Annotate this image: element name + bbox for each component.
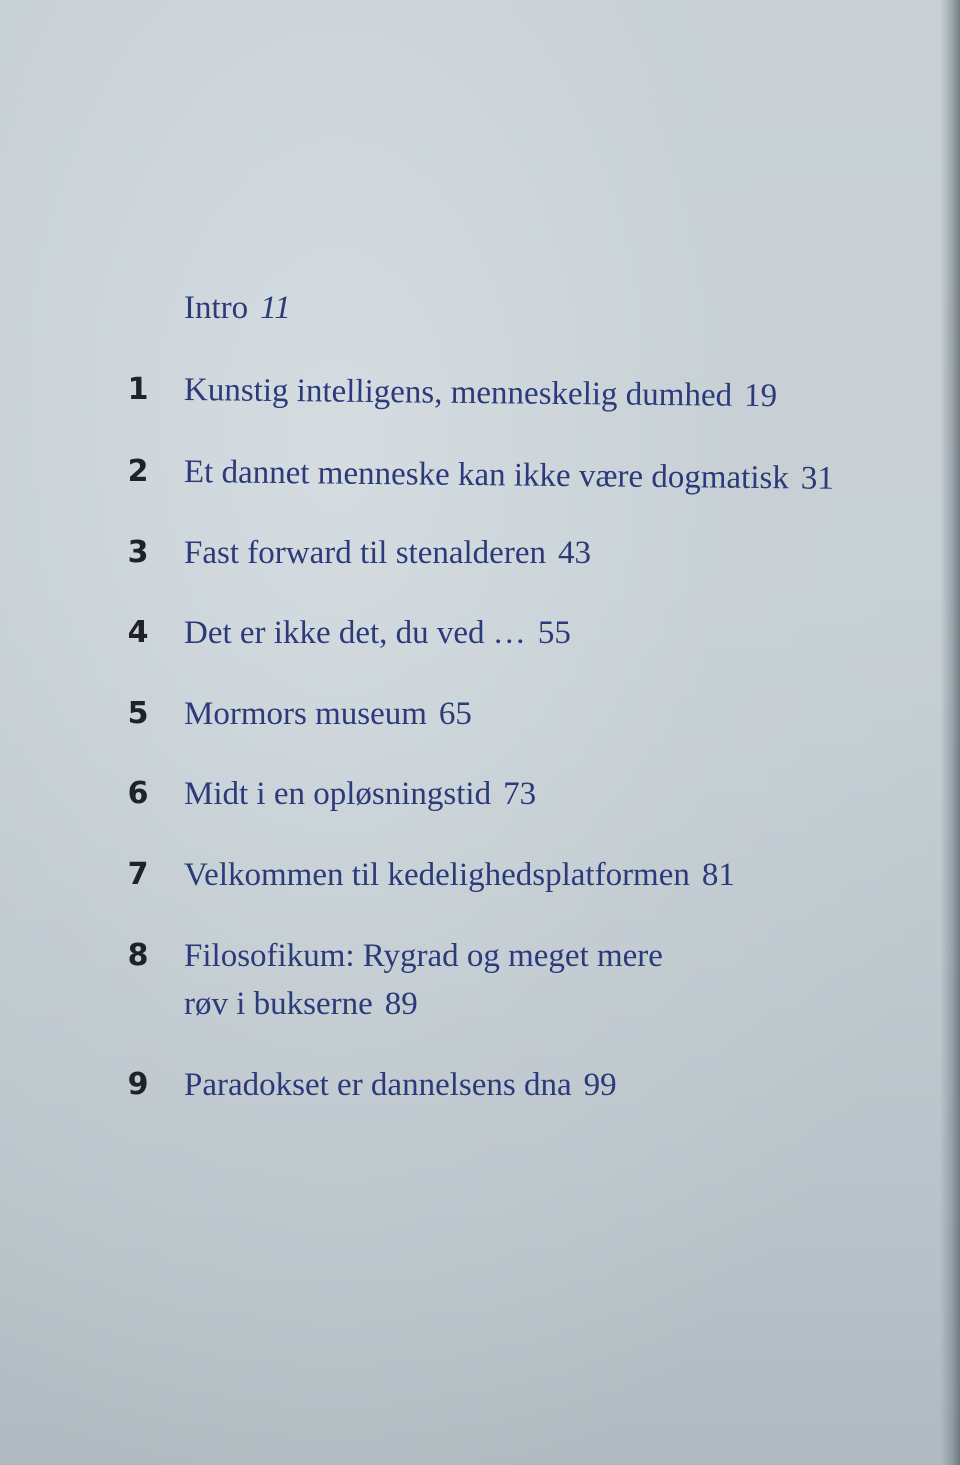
- entry-title: Fast forward til stenalderen: [184, 535, 546, 571]
- entry-title-line-1: Filosofikum: Rygrad og meget mere: [184, 938, 663, 974]
- entry-title: Kunstig intelligens, menneskelig dumhed: [183, 372, 733, 414]
- entry-page-number: 65: [438, 696, 472, 732]
- entry-title-line-2-wrapper: [184, 980, 884, 1028]
- chapter-number: 3: [127, 535, 149, 570]
- entry-text: [184, 284, 884, 332]
- entry-title: Intro: [184, 290, 249, 326]
- entry-page-number: 31: [800, 460, 835, 497]
- entry-page-number: 19: [743, 377, 778, 415]
- entry-page-number: 81: [701, 857, 735, 893]
- chapter-number: 5: [127, 696, 149, 731]
- chapter-number: 1: [127, 372, 149, 407]
- chapter-number: 9: [127, 1067, 149, 1102]
- entry-text: [184, 1061, 884, 1109]
- entry-text: [184, 851, 884, 899]
- entry-text: [184, 366, 884, 421]
- entry-page-number: 99: [583, 1067, 617, 1103]
- entry-title: Paradokset er dannelsens dna: [184, 1067, 572, 1103]
- entry-title: Velkommen til kedelighedsplatformen: [184, 857, 690, 893]
- entry-page-number: 11: [260, 290, 291, 326]
- entry-text: [184, 690, 884, 738]
- entry-page-number: 55: [537, 615, 571, 651]
- entry-page-number: 43: [557, 535, 591, 571]
- chapter-number: 6: [127, 776, 149, 811]
- chapter-number: 2: [127, 454, 149, 489]
- entry-title: Midt i en opløsningstid: [184, 776, 492, 812]
- entry-title: Et dannet menneske kan ikke være dogmatisk: [183, 454, 790, 497]
- chapter-number: 8: [127, 938, 149, 973]
- entry-title: Mormors museum: [184, 696, 427, 732]
- entry-title: Det er ikke det, du ved …: [184, 615, 526, 651]
- entry-text: [184, 609, 884, 657]
- entry-text: [184, 932, 884, 1028]
- entry-text: [184, 529, 884, 577]
- chapter-number: 4: [127, 615, 149, 650]
- entry-text: [184, 448, 884, 503]
- chapter-number: 7: [127, 857, 149, 892]
- entry-page-number: 89: [384, 986, 418, 1022]
- entry-page-number: 73: [503, 776, 537, 812]
- entry-text: [184, 770, 884, 818]
- entry-title-line-2: røv i bukserne: [184, 986, 373, 1022]
